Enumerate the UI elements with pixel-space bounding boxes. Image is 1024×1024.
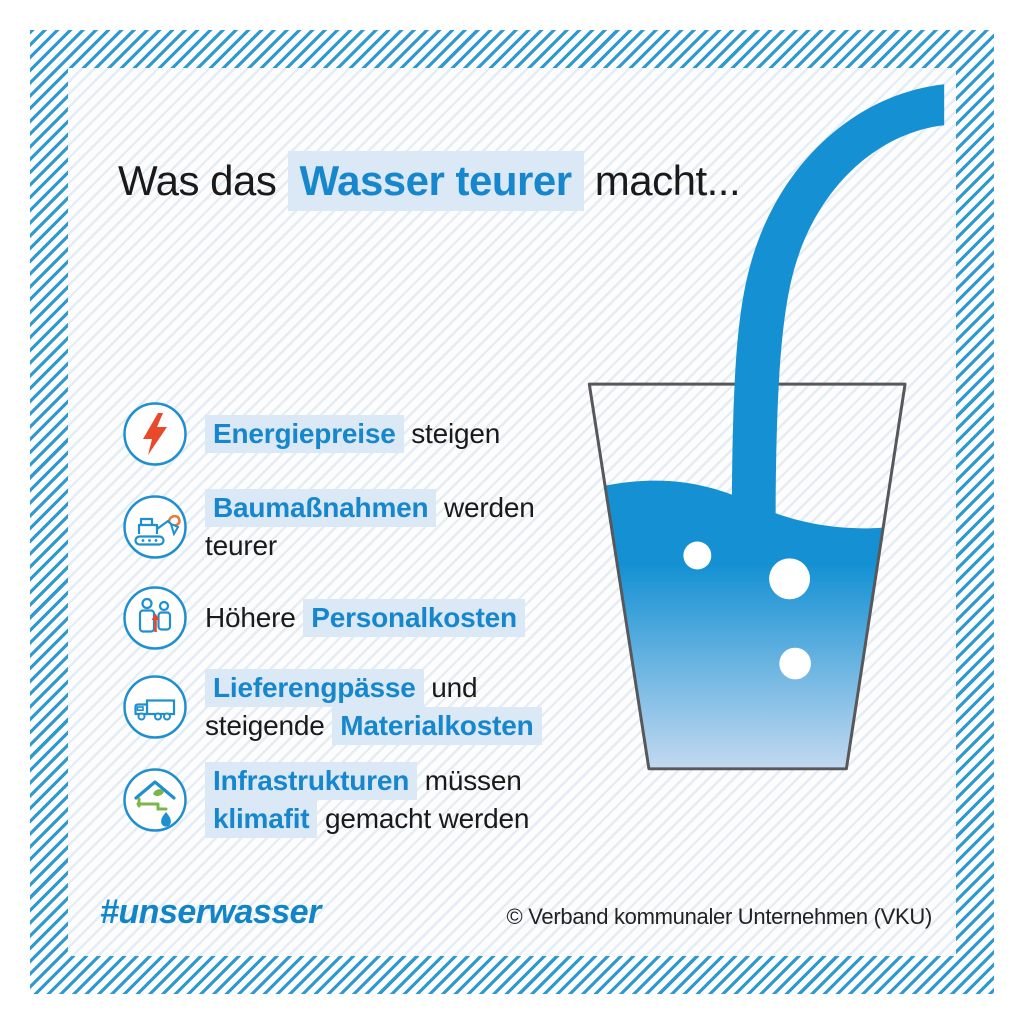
title-prefix: Was das (118, 157, 288, 204)
highlighted-term: Materialkosten (332, 707, 541, 745)
highlighted-term: Lieferengpässe (205, 669, 424, 707)
bubble (779, 648, 811, 680)
bubble (769, 558, 810, 599)
list-item-lieferengpaesse (122, 669, 542, 745)
plain-text: gemacht werden (317, 803, 530, 834)
item-text-personalkosten (205, 599, 525, 637)
people-icon (122, 585, 188, 651)
plain-text: Höhere (205, 602, 304, 633)
plain-text: teurer (205, 530, 277, 561)
plain-text: steigen (403, 418, 501, 449)
item-text-lieferengpaesse (205, 669, 542, 745)
truck-icon (122, 674, 188, 740)
list-item-personalkosten (122, 585, 525, 651)
highlighted-term: Infrastrukturen (205, 762, 417, 800)
hashtag-unserwasser: #unserwasser (100, 893, 321, 931)
house-water-icon (122, 767, 188, 833)
highlighted-term: Personalkosten (303, 599, 525, 637)
list-item-baumassnahmen (122, 489, 535, 565)
list-item-energiepreise (122, 401, 500, 467)
plain-text: und (423, 672, 478, 703)
item-text-energiepreise (205, 415, 500, 453)
pouring-stream (732, 84, 944, 537)
plain-text: werden (436, 492, 535, 523)
title-suffix: macht... (583, 157, 741, 204)
plain-text: steigende (205, 710, 333, 741)
plain-text: müssen (417, 765, 522, 796)
lightning-icon (122, 401, 188, 467)
highlighted-term: Baumaßnahmen (205, 489, 436, 527)
page-title (118, 152, 740, 210)
excavator-icon (122, 494, 188, 560)
item-text-infrastrukturen (205, 762, 529, 838)
highlighted-term: klimafit (205, 800, 317, 838)
highlighted-term: Energiepreise (205, 415, 404, 453)
list-item-infrastrukturen (122, 762, 529, 838)
bubble (683, 542, 711, 570)
title-highlight: Wasser teurer (288, 151, 584, 211)
copyright-notice: © Verband kommunaler Unternehmen (VKU) (506, 904, 932, 929)
item-text-baumassnahmen (205, 489, 535, 565)
